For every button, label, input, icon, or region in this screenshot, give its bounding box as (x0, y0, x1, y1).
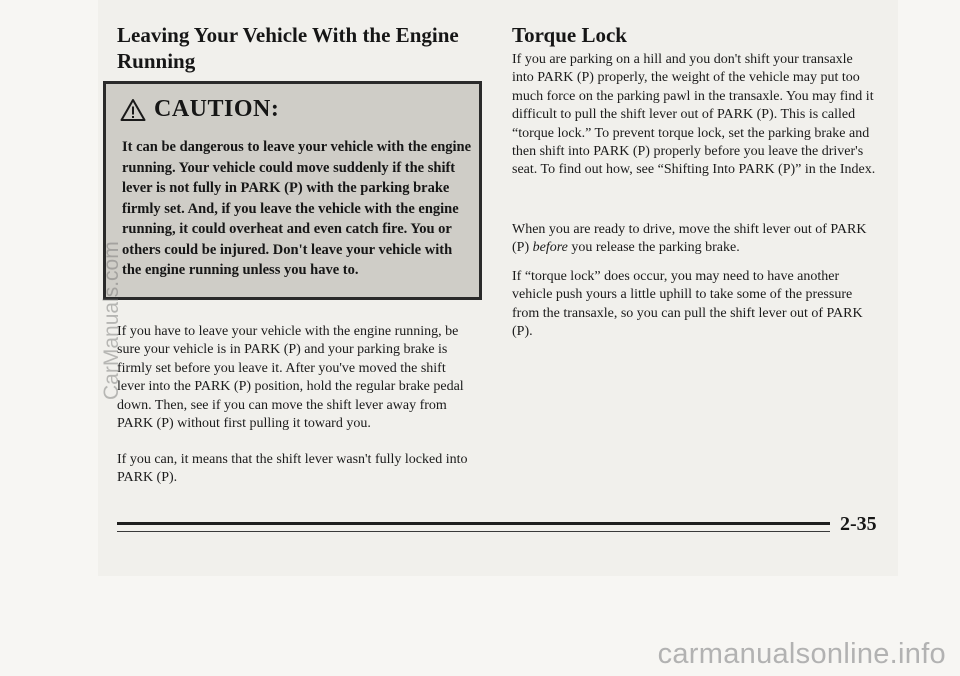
section-heading-leaving-vehicle: Leaving Your Vehicle With the Engine Running (117, 23, 459, 73)
paragraph-leave-running: If you have to leave your vehicle with the engine running, be sure your vehicle is in PARK (P) and your parking brake is firmly set before you leave it. After you've moved the shift lever into the PARK (P) position, hold the regular brake pedal down. Then, see if you can move the shift lever away from PARK (P) without first pulling it toward you. (117, 324, 464, 432)
paragraph-ready-to-drive (512, 221, 876, 258)
warning-triangle-icon (120, 98, 146, 122)
page-number: 2-35 (840, 513, 877, 535)
caution-box (103, 81, 482, 300)
paragraph-ready-to-drive-start: When you are ready to drive, move the shift lever out of PARK (P) (512, 222, 867, 256)
paragraph-ready-to-drive-end: you release the parking brake. (567, 240, 740, 256)
caution-title-text: CAUTION: (154, 96, 280, 122)
section-heading-torque-lock: Torque Lock (512, 23, 627, 47)
footer-rule-thin (117, 531, 830, 532)
paragraph-not-locked: If you can, it means that the shift lever wasn't fully locked into PARK (P). (117, 452, 468, 486)
paragraph-torque-lock-occurs: If “torque lock” does occur, you may need to have another vehicle push yours a little uphill to take some of the pressure from the transaxle, so you can pull the shift lever out of PARK (P). (512, 269, 863, 340)
paragraph-torque-lock-intro: If you are parking on a hill and you don't shift your transaxle into PARK (P) properly, the weight of the vehicle may put too much force on the parking pawl in the transaxle. You may find it difficult to pull the shift lever out of PARK (P). This is called “torque lock.” To prevent torque lock, set the parking brake and then shift into PARK (P) properly before you leave the driver's seat. To find out how, see “Shifting Into PARK (P)” in the Index. (512, 52, 876, 178)
emphasis-before: before (532, 240, 568, 256)
side-watermark-text: CarManuals.com (100, 241, 123, 400)
footer-rule-thick (117, 522, 830, 525)
caution-body-text: It can be dangerous to leave your vehicle with the engine running. Your vehicle could move suddenly if the shift lever is not fully in PARK (P) with the parking brake firmly set. And, if you leave the vehicle with the engine running, it could overheat and even catch fire. You or others could be injured. Don't leave your vehicle with the engine running unless you have to. (122, 139, 472, 278)
caution-title (120, 96, 279, 123)
bottom-watermark: carmanualsonline.info (657, 638, 946, 670)
